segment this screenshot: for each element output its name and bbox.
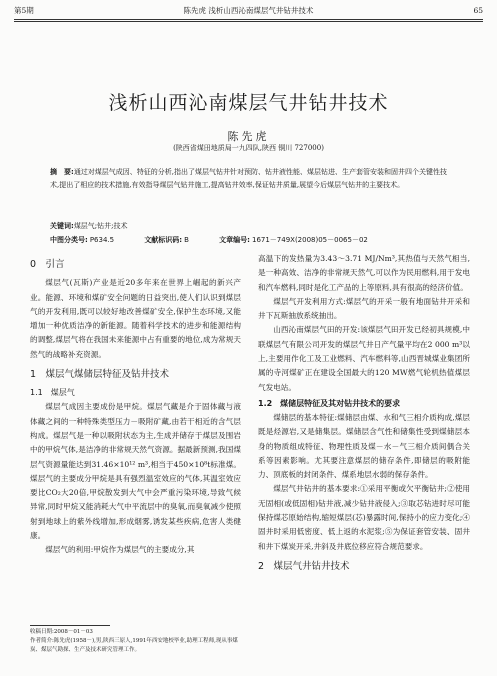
- intro-paragraph: 煤层气(瓦斯)产业是近20多年来在世界上崛起的新兴产业。能源、环境和煤矿安全问题的日益突出,使人们认识到煤层气的开发利用,既可以较好地改善煤矿安全,保护生态环境,又能增加一种优质洁净的新能源。随着科学技术的进步和能源结构的调整,煤层气将在我国未来能源中占有重要的地位,成为常规天然气的战略补充资源。: [30, 278, 241, 359]
- abstract-label: 摘 要:: [50, 168, 74, 176]
- doc-code-label: 文献标识码:: [144, 236, 183, 244]
- author-bio: 作者简介:陈先虎(1958－),男,陕西三原人,1991年西安地校毕业,助理工程师,现从事煤炭、煤层气勘探、生产及技术研究管理工作。: [30, 638, 238, 653]
- doc-code: B: [184, 236, 189, 244]
- keywords-label: 关键词:: [50, 222, 74, 230]
- section-1-heading: 1 煤层气煤储层特征及钻井技术: [30, 369, 170, 381]
- author-affiliation: (陕西省煤田地质局一九四队,陕西 铜川 727000): [173, 144, 324, 152]
- footnote: [30, 628, 241, 655]
- page-number: 65: [473, 6, 483, 15]
- header-rule-thick: [14, 19, 483, 20]
- article-title: 浅析山西沁南煤层气井钻井技术: [108, 92, 389, 114]
- abstract: [50, 166, 450, 192]
- section-1-1-paragraph-2: 煤层气的利用:甲烷作为煤层气的主要成分,其: [45, 545, 195, 555]
- keywords: [50, 221, 450, 231]
- right-column: [258, 252, 470, 578]
- article-number-label: 文章编号:: [219, 236, 250, 244]
- section-0-heading: 0 引言: [30, 259, 65, 270]
- section-1-1-heading: 1.1 煤层气: [30, 388, 75, 398]
- section-1-2-heading: 1.2 煤储层特征及其对钻井技术的要求: [258, 398, 401, 408]
- abstract-text: 通过对煤层气成因、特征的分析,指出了煤层气钻井针对预防、钻井液性能、煤层钻进、生产套管安装和固井四个关键性技术,提出了相应的技术措施,有效指导煤层气钻井施工,提高钻井效率,保证钻井质量,展望今后煤层气钻井的主要技术。: [50, 168, 448, 189]
- right-paragraph-1: 高温下的发热量为3.43～3.71 MJ/Nm³,其热值与天然气相当,是一种高效、洁净的非常规天然气,可以作为民用燃料,用于发电和汽车燃料,同时是化工产品的上等原料,具有很高的经济价值。: [258, 254, 470, 292]
- header-rule-thin: [14, 21, 483, 22]
- footnote-rule: [30, 625, 110, 626]
- running-head: [14, 5, 483, 17]
- right-paragraph-2: 煤层气开发利用方式:煤层气的开采一般有地面钻井开采和井下瓦斯抽放系统抽出。: [258, 296, 470, 321]
- clc-label: 中图分类号:: [50, 236, 88, 244]
- running-title: 陈先虎 浅析山西沁南煤层气井钻井技术: [183, 6, 314, 15]
- keywords-text: 煤层气;钻井;技术: [73, 222, 128, 230]
- classification-line: [50, 235, 470, 245]
- clc-number: P634.5: [89, 236, 115, 244]
- author-name: 陈先虎: [227, 130, 270, 143]
- section-1-1-paragraph: 煤层气成因主要成份是甲烷。煤层气藏是介于固体藏与液体藏之间的一种特殊类型压力－吸附矿藏,由若干相近的含气层构成。煤层气是一种以吸附状态为主,生成并储存于煤层及围岩中的甲烷气体,是洁净的非常规天然气资源。据最新预测,我国煤层气资源量能达到31.46×10¹² m³,相当于450×10⁸t标准煤。煤层气的主要成分甲烷是具有强烈温室效应的气体,其温室效应要比CO₂大20倍,甲烷散发到大气中会严重污染环境,导致气候异常,同时甲烷又能消耗大气中平流层中的臭氧,而臭氧减少使照射到地球上的紫外线增加,形成烟雾,诱发某些疾病,危害人类健康。: [30, 402, 241, 541]
- right-paragraph-3: 山西沁南煤层气田的开发:该煤层气田开发已经初具规模,中联煤层气有限公司开发的煤层气井日产气量平均在2 000 m³以上,主要用作化工及工业燃料、汽车燃料等,山西晋城煤业集团所属的寺河煤矿正在建设全国最大的120 MW燃气轮机热值煤层气发电站。: [258, 325, 470, 392]
- issue-number: 第5期: [14, 6, 34, 15]
- received-date: 收稿日期:2008－01－03: [30, 629, 93, 635]
- section-2-heading: 2 煤层气井钻井技术: [258, 560, 350, 572]
- left-column: [30, 252, 241, 558]
- section-1-2-paragraph-1: 煤储层的基本特征:煤储层由煤、水和气三相介质构成,煤层既是烃源岩,又是储集层。煤储层含气性和储集性受到煤储层本身的物质组成特征、物理性质及煤－水－气三相介质间偶合关系等因素影响。尤其要注意煤层的储存条件,即储层的吸附能力、顶底板的封闭条件、煤系地层水弱的保存条件。: [258, 412, 470, 480]
- article-number: 1671－749X(2008)05－0065－02: [251, 236, 368, 244]
- section-1-2-paragraph-2: 煤层气井钻井的基本要求:①采用平衡或欠平衡钻井;②使用无固相(或低固相)钻井液,减少钻井液侵入;③取芯钻进时尽可能保持煤芯原始结构,缩短煤层(芯)暴露时间,保持小的应力变化;④固井时采用低密度、低上返的水泥浆;⑤为保证套管安装、固井和井下煤炭开采,井斜及井底位移应符合规范要求。: [258, 484, 470, 551]
